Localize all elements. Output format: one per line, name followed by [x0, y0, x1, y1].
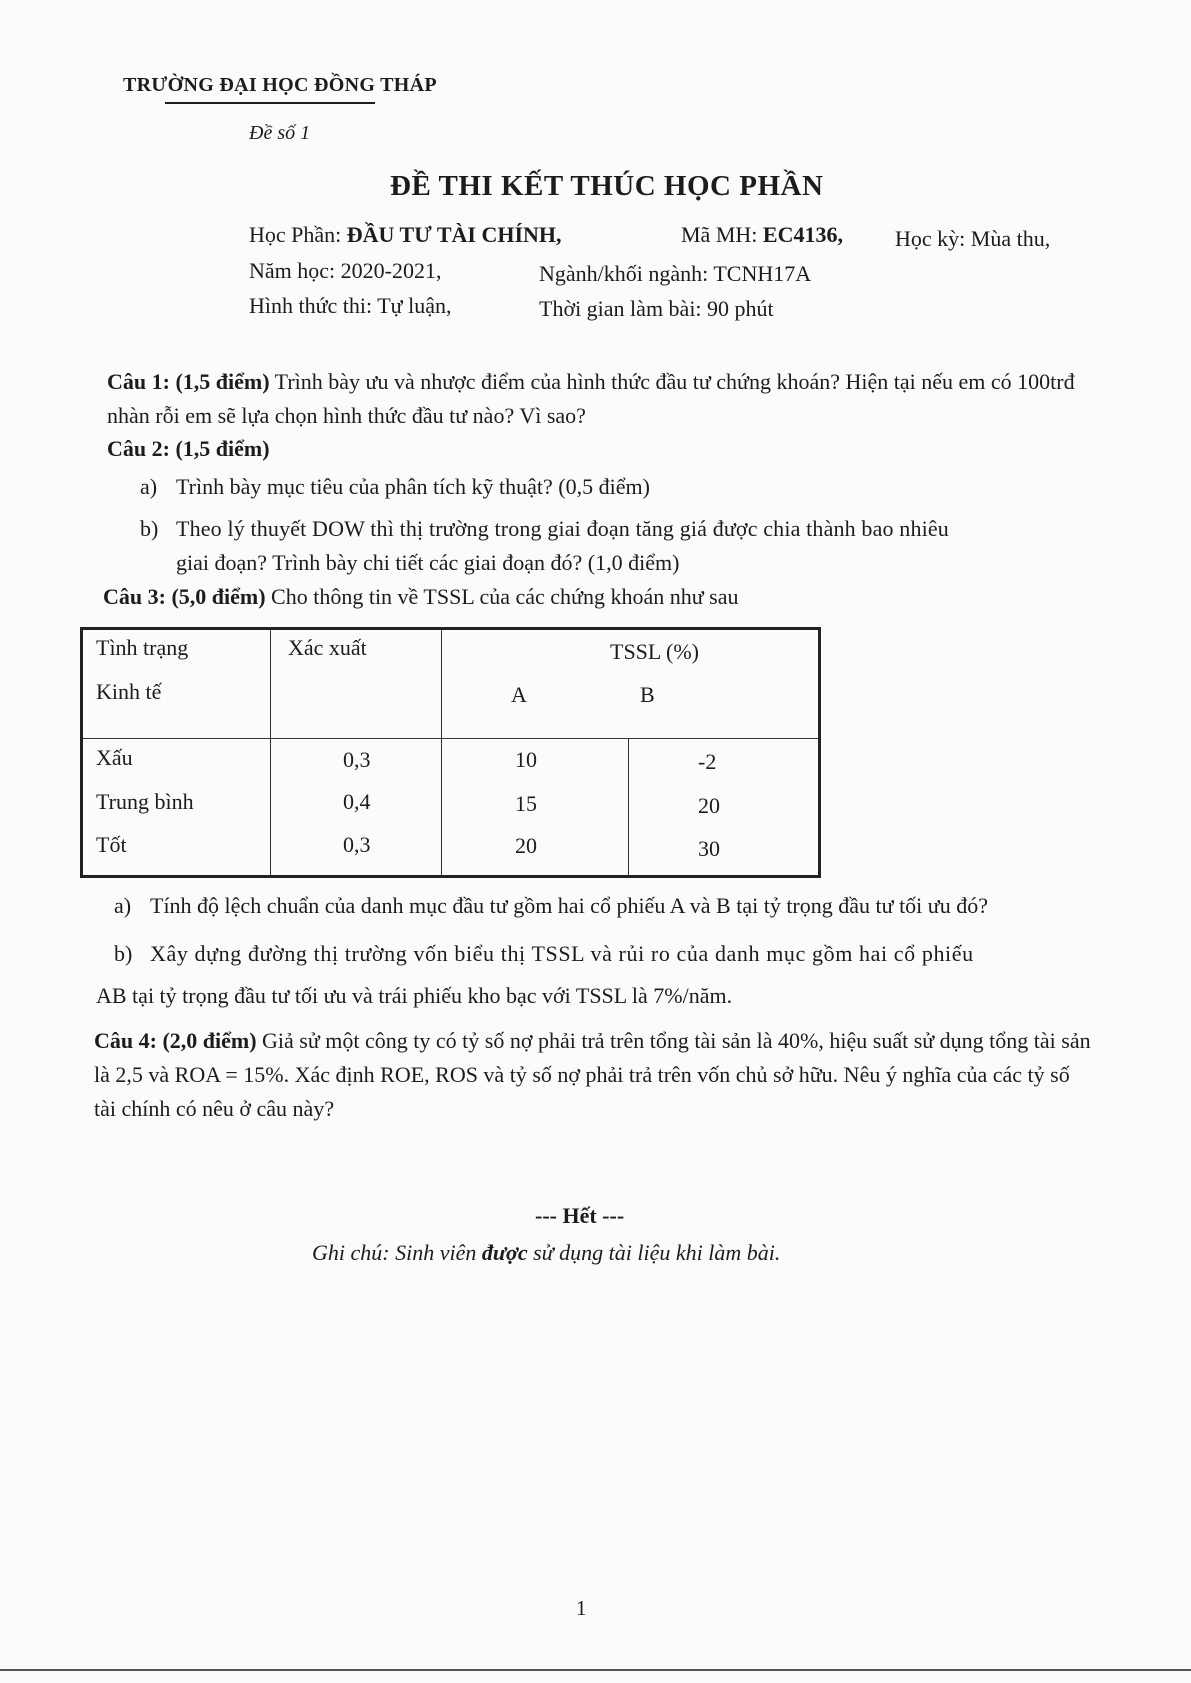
- end-marker: --- Hết ---: [535, 1203, 625, 1228]
- q4-text: Giả sử một công ty có tỷ số nợ phải trả trên tổng tài sản là 40%, hiệu suất sử dụng tổng tài sản là 2,5 và ROA = 15%. Xác định ROE, ROS và tỷ số nợ phải trả trên vốn chủ sở hữu. Nêu ý nghĩa của các tỷ số tài chính có nêu ở câu này?: [94, 1028, 1091, 1121]
- question-1: [107, 365, 1105, 433]
- note-post: sử dụng tài liệu khi làm bài.: [533, 1240, 781, 1265]
- course-line: [249, 222, 562, 248]
- header-col-b: B: [640, 682, 655, 707]
- q3a-text: Tính độ lệch chuẩn của danh mục đầu tư gồm hai cổ phiếu A và B tại tỷ trọng đầu tư tối ưu đó?: [150, 893, 988, 918]
- q2b-num: b): [140, 516, 159, 541]
- q3a-num: a): [114, 893, 132, 918]
- note-label: Ghi chú:: [312, 1240, 390, 1265]
- table-header-row: [82, 629, 820, 739]
- q2b-line2: giai đoạn? Trình bày chi tiết các giai đoạn đó? (1,0 điểm): [176, 550, 680, 575]
- q3-points: (5,0 điểm): [171, 584, 266, 609]
- b-values-cell: [629, 739, 820, 877]
- exam-duration: Thời gian làm bài: 90 phút: [539, 296, 774, 321]
- q2-label: Câu 2:: [107, 436, 170, 461]
- b-value-good: 30: [698, 836, 720, 861]
- exam-format: Hình thức thi: Tự luận,: [249, 293, 452, 318]
- header-col-a: A: [511, 682, 527, 707]
- states-cell: [82, 739, 271, 877]
- q3-text: Cho thông tin về TSSL của các chứng khoán như sau: [271, 584, 739, 609]
- course-label: Học Phần:: [249, 222, 342, 247]
- school-year: Năm học: 2020-2021,: [249, 258, 442, 283]
- note-bold: được: [481, 1240, 528, 1265]
- code-label: Mã MH:: [681, 222, 758, 247]
- footer-note: [312, 1240, 780, 1266]
- header-prob-cell: [271, 629, 442, 739]
- prob-average: 0,4: [343, 789, 371, 814]
- note-pre: Sinh viên: [395, 1240, 477, 1265]
- header-tssl: TSSL (%): [610, 639, 700, 664]
- major: Ngành/khối ngành: TCNH17A: [539, 261, 812, 286]
- question-4: [94, 1024, 1096, 1126]
- header-state-line2: Kinh tế: [96, 679, 162, 704]
- school-underline: [165, 102, 375, 104]
- table-row: [82, 739, 820, 877]
- state-average: Trung bình: [96, 789, 194, 814]
- q1-points: (1,5 điểm): [175, 369, 270, 394]
- exam-code: Đề số 1: [249, 122, 311, 144]
- q2a-text: Trình bày mục tiêu của phân tích kỹ thuật? (0,5 điểm): [176, 474, 650, 499]
- question-3: [103, 580, 1101, 614]
- code-value: EC4136,: [762, 222, 843, 247]
- school-name: TRƯỜNG ĐẠI HỌC ĐỒNG THÁP: [123, 74, 437, 96]
- q4-points: (2,0 điểm): [162, 1028, 257, 1053]
- header-prob: Xác xuất: [288, 635, 367, 660]
- a-value-average: 15: [515, 791, 537, 816]
- q3b-item: [114, 937, 974, 971]
- a-values-cell: [442, 739, 629, 877]
- q2b-line1: Theo lý thuyết DOW thì thị trường trong giai đoạn tăng giá được chia thành bao nhiêu: [176, 516, 949, 541]
- a-value-good: 20: [515, 833, 537, 858]
- q2b-item: [140, 512, 949, 546]
- q2a-num: a): [140, 474, 158, 499]
- course-code-line: [681, 222, 843, 248]
- prob-good: 0,3: [343, 832, 371, 857]
- q3-label: Câu 3:: [103, 584, 166, 609]
- page-number: 1: [576, 1596, 587, 1620]
- q2a-item: [140, 470, 650, 504]
- q3b-line2: AB tại tỷ trọng đầu tư tối ưu và trái phiếu kho bạc với TSSL là 7%/năm.: [96, 983, 733, 1008]
- header-state-line1: Tình trạng: [96, 635, 189, 660]
- semester: Học kỳ: Mùa thu,: [895, 226, 1051, 251]
- q1-text: Trình bày ưu và nhược điểm của hình thức đầu tư chứng khoán? Hiện tại nếu em có 100trđ nhàn rỗi em sẽ lựa chọn hình thức đầu tư nào? Vì sao?: [107, 369, 1075, 428]
- header-tssl-cell: [442, 629, 820, 739]
- q3b-num: b): [114, 941, 133, 966]
- q3a-item: [114, 889, 988, 923]
- prob-bad: 0,3: [343, 747, 371, 772]
- question-2: [107, 432, 1105, 466]
- q1-label: Câu 1:: [107, 369, 170, 394]
- q2-points: (1,5 điểm): [175, 436, 270, 461]
- bottom-rule: [0, 1669, 1191, 1671]
- state-good: Tốt: [96, 832, 127, 857]
- probs-cell: [271, 739, 442, 877]
- q3b-line1: Xây dựng đường thị trường vốn biểu thị TSSL và rủi ro của danh mục gồm hai cổ phiếu: [150, 941, 974, 966]
- q4-label: Câu 4:: [94, 1028, 157, 1053]
- course-name: ĐẦU TƯ TÀI CHÍNH,: [346, 222, 562, 247]
- returns-table: [80, 627, 821, 878]
- state-bad: Xấu: [96, 745, 133, 770]
- header-state-cell: [82, 629, 271, 739]
- b-value-bad: -2: [698, 749, 717, 774]
- a-value-bad: 10: [515, 747, 537, 772]
- b-value-average: 20: [698, 793, 720, 818]
- exam-title: ĐỀ THI KẾT THÚC HỌC PHẦN: [390, 170, 824, 202]
